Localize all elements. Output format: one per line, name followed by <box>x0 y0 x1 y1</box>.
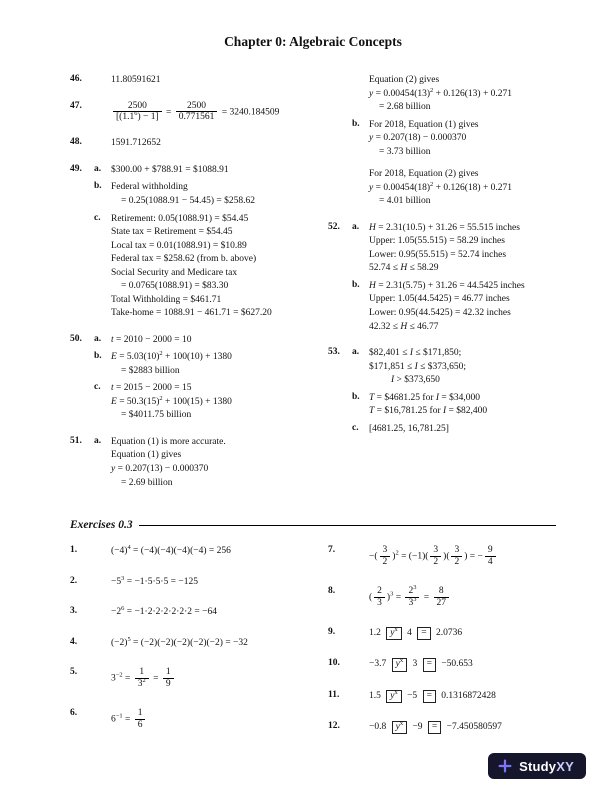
part-lines <box>111 181 310 208</box>
solution-line: $-5^3 = -1\cdot 5\cdot 5\cdot 5 = -125$ <box>111 574 199 587</box>
solution-line: −( $\frac{3}{2}$ )$^2$ = (−1)( $\frac{3}{2}$ )( $\frac{3}{2}$ ) = − $\frac{9}{4}$ <box>369 545 556 568</box>
item-number <box>328 74 352 213</box>
part-label <box>352 627 369 641</box>
solution-line: Social Security and Medicare tax <box>111 267 238 278</box>
solution-item <box>328 721 556 739</box>
part-lines <box>111 667 310 691</box>
solution-line: 1.2 $y^x$ 4 = 2.0736 <box>369 627 556 640</box>
item-body <box>352 74 556 213</box>
solution-line: 11.80591621 <box>111 75 161 85</box>
part-lines <box>369 280 556 334</box>
part-lines <box>111 351 310 378</box>
item-part <box>94 213 310 321</box>
calculator-key: = <box>428 721 441 734</box>
item-part <box>94 164 310 178</box>
solution-item <box>70 164 310 325</box>
item-part <box>94 382 310 423</box>
solution-line: $E = 5.03(10)^2 + 100(10) + 1380$ <box>111 350 232 363</box>
fraction: $\frac{3}{2}$ <box>430 545 441 568</box>
part-lines <box>369 347 556 388</box>
item-number: 5. <box>70 667 78 678</box>
part-label: b. <box>94 181 102 192</box>
part-lines <box>369 627 556 641</box>
solution-line: = 3.73 billion <box>379 146 431 157</box>
solution-line: $3^{-2}$ = $\frac{1}{3^2}$ = $\frac{1}{9}$ <box>111 667 310 690</box>
part-label: b. <box>352 391 360 402</box>
solution-line: $82,401 ≤ I ≤ $171,850; <box>369 348 462 359</box>
part-label <box>94 576 111 590</box>
item-number: 10. <box>328 658 340 669</box>
part-label <box>352 690 369 704</box>
part-label: a. <box>94 435 102 446</box>
item-part <box>94 667 310 691</box>
calculator-key: $y^x$ <box>392 658 407 671</box>
item-body <box>352 347 556 440</box>
item-number: 52. <box>328 221 340 232</box>
fraction: $\frac{9}{4}$ <box>485 545 496 568</box>
item-part <box>94 74 310 88</box>
part-label <box>94 667 111 691</box>
part-label: c. <box>94 212 101 223</box>
part-label: b. <box>352 279 360 290</box>
calculator-key: $y^x$ <box>386 627 401 640</box>
part-lines <box>111 708 310 732</box>
item-number: 1. <box>70 545 78 556</box>
solution-line: Total Withholding = $461.71 <box>111 294 222 305</box>
solution-line: = $2883 billion <box>121 365 180 376</box>
solution-line: $\frac{2500}{[(1.1^6) - 1]}$ = $\frac{2500}{0.771561}$ = 3240.184509 <box>111 101 310 124</box>
part-lines <box>111 545 310 559</box>
part-label <box>352 658 369 672</box>
item-number: 6. <box>70 708 78 719</box>
part-label <box>94 637 111 651</box>
brand-study: Study <box>519 758 557 774</box>
solution-line: y = 0.207(13) − 0.000370 <box>111 464 209 474</box>
item-part <box>352 222 556 276</box>
item-number: 11. <box>328 689 340 700</box>
solution-line: Upper: 1.05(55.515) = 58.29 inches <box>369 236 505 247</box>
part-label <box>352 586 369 610</box>
calculator-key: = <box>423 690 436 703</box>
part-lines <box>111 576 310 590</box>
item-part <box>352 392 556 419</box>
item-body <box>94 101 310 129</box>
fraction: $\frac{2500}{0.771561}$ <box>176 101 218 124</box>
fraction: $\frac{2^3}{3^3}$ <box>405 586 419 609</box>
solution-item <box>328 658 556 676</box>
solution-item <box>328 690 556 708</box>
item-number: 9. <box>328 626 336 637</box>
brand-wordmark <box>519 759 574 774</box>
item-body <box>94 708 310 736</box>
part-label <box>94 101 111 125</box>
item-part <box>352 690 556 704</box>
part-lines <box>369 222 556 276</box>
part-lines <box>111 74 310 88</box>
item-number: 12. <box>328 720 340 731</box>
solution-item <box>70 667 310 695</box>
item-part <box>94 137 310 151</box>
solution-line: = 2.69 billion <box>121 477 173 488</box>
part-lines <box>111 436 310 490</box>
item-part <box>94 334 310 348</box>
item-body <box>352 627 556 645</box>
item-part <box>94 708 310 732</box>
solution-line: For 2018, Equation (2) gives <box>369 169 479 180</box>
solution-item <box>70 606 310 624</box>
item-part <box>94 606 310 620</box>
solution-line: Federal tax = $258.62 (from b. above) <box>111 254 257 265</box>
part-label: b. <box>352 118 360 129</box>
solution-line: Equation (1) gives <box>111 450 182 461</box>
page-title: Chapter 0: Algebraic Concepts <box>224 34 402 49</box>
brand-xy: XY <box>556 758 574 774</box>
fraction: $\frac{8}{27}$ <box>434 586 450 609</box>
item-body <box>94 576 310 594</box>
item-number: 7. <box>328 545 336 556</box>
item-part <box>352 119 556 209</box>
solution-line: 1.5 $y^x -5 = 0.1316872428$ <box>369 690 556 703</box>
solution-item <box>70 637 310 655</box>
solution-line: T = $16,781.25 for I = $82,400 <box>369 406 488 417</box>
part-lines <box>111 101 310 125</box>
solution-line: $-2^6 = -1\cdot 2\cdot 2\cdot 2\cdot 2\cdot 2\cdot 2 = -64$ <box>111 604 218 618</box>
exercises-section <box>70 545 556 752</box>
part-lines <box>369 583 556 610</box>
solution-item <box>70 708 310 736</box>
item-part <box>352 347 556 388</box>
item-number: 46. <box>70 74 82 84</box>
item-part <box>352 545 556 569</box>
item-body <box>94 137 310 155</box>
part-lines <box>111 164 310 178</box>
item-number: 51. <box>70 435 82 446</box>
fraction: $\frac{3}{2}$ <box>451 545 462 568</box>
solution-line: Retirement: 0.05(1088.91) = $54.45 <box>111 213 249 224</box>
solution-item <box>70 545 310 563</box>
item-number: 2. <box>70 575 78 586</box>
item-body <box>94 667 310 695</box>
fraction: $\frac{2}{3}$ <box>374 586 385 609</box>
item-number: 48. <box>70 137 82 148</box>
solution-line: $300.00 + $788.91 = $1088.91 <box>111 164 229 175</box>
solution-item <box>70 137 310 155</box>
solution-item <box>70 436 310 494</box>
part-lines <box>111 637 310 651</box>
item-body <box>94 637 310 655</box>
item-body <box>352 658 556 676</box>
item-body <box>94 545 310 563</box>
fraction: $\frac{1}{6}$ <box>135 708 146 731</box>
fraction: $\frac{1}{9}$ <box>163 667 174 690</box>
part-lines <box>369 658 556 672</box>
item-part <box>352 583 556 610</box>
item-part <box>352 658 556 672</box>
item-part <box>94 545 310 559</box>
solution-item <box>328 222 556 338</box>
item-number: 8. <box>328 585 336 596</box>
part-label <box>352 545 369 569</box>
part-label: c. <box>94 382 101 393</box>
item-part <box>352 280 556 334</box>
part-lines <box>369 392 556 419</box>
part-label: b. <box>94 351 102 362</box>
fraction: $\frac{1}{3^2}$ <box>135 667 149 690</box>
item-part <box>94 576 310 590</box>
solution-line: −3.7 $y^x$ 3 = −50.653 <box>369 658 556 671</box>
part-lines <box>111 213 310 321</box>
part-lines <box>111 334 310 348</box>
item-part <box>352 74 556 115</box>
item-part <box>352 423 556 437</box>
item-body <box>352 583 556 614</box>
solution-line: $(-2)^5 = (-2)(-2)(-2)(-2)(-2) = -32$ <box>111 635 248 648</box>
solution-line: [4681.25, 16,781.25] <box>369 423 449 434</box>
solution-line: 42.32 ≤ H ≤ 46.77 <box>369 321 439 332</box>
solution-line: State tax = Retirement = $54.45 <box>111 227 233 238</box>
solution-line: ( $\frac{2}{3}$ )$^3$ = $\frac{2^3}{3^3}$ = $\frac{8}{27}$ <box>369 586 556 609</box>
part-label <box>352 721 369 735</box>
part-lines <box>369 423 556 437</box>
item-body <box>94 164 310 325</box>
solution-line: Upper: 1.05(44.5425) = 46.77 inches <box>369 294 510 305</box>
solution-line: $(-4)^4 = (-4)(-4)(-4)(-4) = 256$ <box>111 543 231 557</box>
plus-icon <box>497 758 513 774</box>
item-number: 50. <box>70 333 82 344</box>
solution-line: $y = 0.00454(13)^2 + 0.126(13) + 0.271$ <box>369 86 513 99</box>
calculator-key: = <box>417 627 430 640</box>
item-part <box>352 627 556 641</box>
part-label <box>352 74 369 115</box>
solution-line: 1591.712652 <box>111 138 161 149</box>
part-label <box>94 74 111 88</box>
item-body <box>94 334 310 427</box>
item-part <box>94 436 310 490</box>
part-label <box>94 137 111 151</box>
solution-item <box>70 101 310 129</box>
solution-line: Lower: 0.95(44.5425) = 42.32 inches <box>369 307 511 318</box>
item-body <box>94 74 310 92</box>
solution-line: t = 2010 − 2000 = 10 <box>111 334 192 345</box>
item-number: 53. <box>328 347 340 358</box>
part-lines <box>369 721 556 735</box>
item-number: 47. <box>70 100 82 111</box>
part-label: a. <box>352 221 360 232</box>
solution-line: T = $4681.25 for I = $34,000 <box>369 392 481 403</box>
solution-line: $6^{-1}$ = $\frac{1}{6}$ <box>111 708 310 731</box>
part-lines <box>369 545 556 569</box>
solution-line: Lower: 0.95(55.515) = 52.74 inches <box>369 249 507 260</box>
item-body <box>352 721 556 739</box>
part-lines <box>111 137 310 151</box>
item-body <box>352 545 556 573</box>
header-rule <box>139 525 556 526</box>
item-body <box>352 222 556 338</box>
part-lines <box>111 382 310 423</box>
solution-line: $E = 50.3(15)^2 + 100(15) + 1380$ <box>111 394 232 407</box>
solution-line: $171,851 ≤ I ≤ $373,650; <box>369 361 466 372</box>
solution-item <box>328 627 556 645</box>
item-number: 3. <box>70 606 78 617</box>
solution-line: Local tax = 0.01(1088.91) = $10.89 <box>111 240 247 251</box>
solution-line: Federal withholding <box>111 182 188 193</box>
solution-item <box>328 347 556 440</box>
solution-line: Take-home = 1088.91 − 461.71 = $627.20 <box>111 308 272 319</box>
calculator-key: = <box>423 658 436 671</box>
solution-line: = 0.0765(1088.91) = $83.30 <box>121 281 229 292</box>
solution-item <box>70 74 310 92</box>
solution-line: = $4011.75 billion <box>121 410 192 421</box>
part-label: a. <box>352 347 360 358</box>
solution-line: = 0.25(1088.91 − 54.45) = $258.62 <box>121 195 256 206</box>
solution-item <box>70 334 310 427</box>
solution-line: I > $373,650 <box>391 375 440 386</box>
solution-item <box>328 545 556 573</box>
solution-line: −0.8 $y^x -9 = -7.450580597$ <box>369 721 556 734</box>
calculator-key: $y^x$ <box>386 690 401 703</box>
part-label: c. <box>352 422 359 433</box>
item-part <box>94 101 310 125</box>
item-body <box>94 606 310 624</box>
solution-line: H = 2.31(10.5) + 31.26 = 55.515 inches <box>369 222 520 233</box>
solution-line: 52.74 ≤ H ≤ 58.29 <box>369 263 439 274</box>
solution-line: Equation (1) is more accurate. <box>111 436 226 447</box>
fraction: $\frac{3}{2}$ <box>380 545 391 568</box>
solutions-section <box>70 74 556 503</box>
solutions-left <box>70 74 310 503</box>
item-part <box>94 637 310 651</box>
part-label: a. <box>94 163 102 174</box>
exercises-title: Exercises 0.3 <box>70 519 133 532</box>
item-part <box>94 181 310 208</box>
solution-item <box>328 583 556 614</box>
solution-line: t = 2015 − 2000 = 15 <box>111 383 192 394</box>
solution-line: H = 2.31(5.75) + 31.26 = 44.5425 inches <box>369 280 525 291</box>
part-lines <box>369 119 556 209</box>
part-label <box>94 606 111 620</box>
solution-line: y = 0.207(18) − 0.000370 <box>369 133 467 144</box>
part-lines <box>369 690 556 704</box>
solution-line: = 4.01 billion <box>379 196 431 207</box>
part-lines <box>369 74 556 115</box>
solution-line: = 2.68 billion <box>379 102 431 113</box>
studyxy-logo <box>488 753 586 779</box>
exercises-left <box>70 545 310 752</box>
solution-item <box>70 576 310 594</box>
item-number: 49. <box>70 163 82 174</box>
solution-line: For 2018, Equation (1) gives <box>369 119 479 130</box>
item-number: 4. <box>70 636 78 647</box>
solutions-right <box>328 74 556 503</box>
part-lines <box>111 606 310 620</box>
part-label <box>94 545 111 559</box>
item-part <box>352 721 556 735</box>
solution-line: $y = 0.00454(18)^2 + 0.126(18) + 0.271$ <box>369 180 513 193</box>
part-label: a. <box>94 333 102 344</box>
part-label <box>94 708 111 732</box>
exercises-header <box>70 519 556 531</box>
exercises-right <box>328 545 556 752</box>
fraction: $\frac{2500}{[(1.1^6) - 1]}$ <box>113 101 162 124</box>
solution-line: Equation (2) gives <box>369 75 440 85</box>
solution-item <box>328 74 556 213</box>
item-part <box>94 351 310 378</box>
item-body <box>94 436 310 494</box>
calculator-key: $y^x$ <box>392 721 407 734</box>
item-body <box>352 690 556 708</box>
